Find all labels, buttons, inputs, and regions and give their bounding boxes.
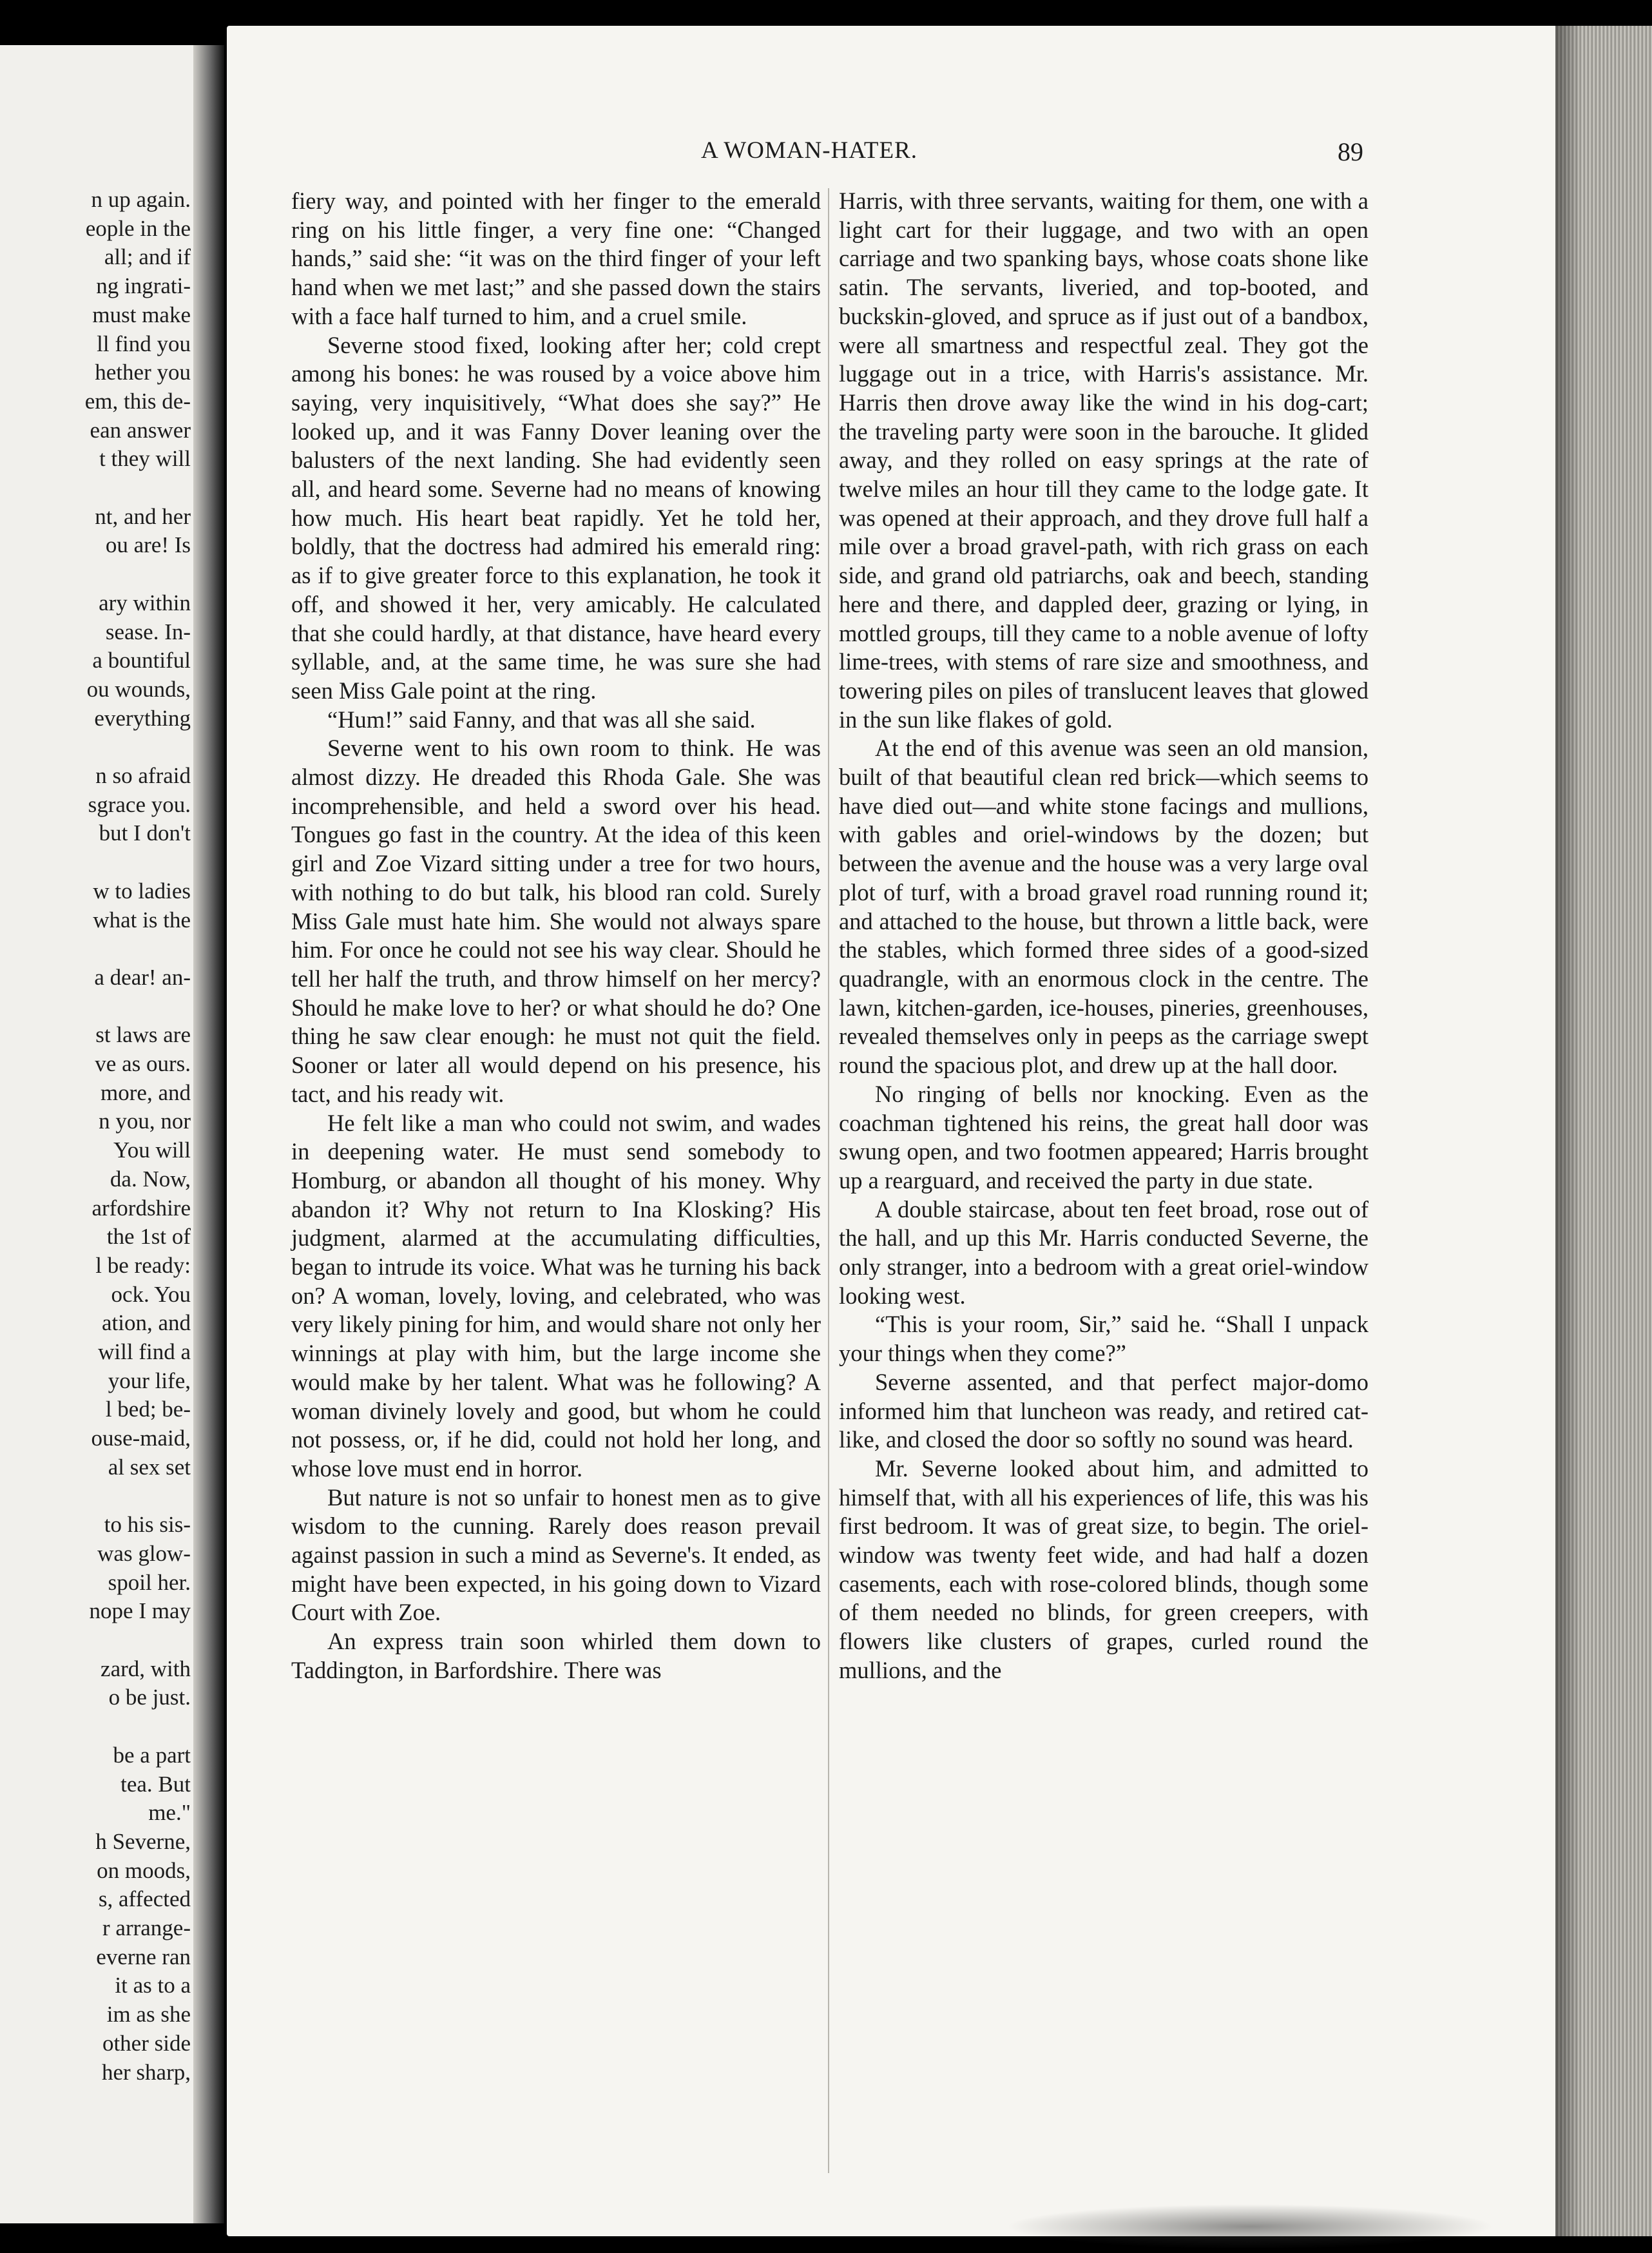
previous-page-line: other side [102,2030,191,2056]
paragraph: A double staircase, about ten feet broad, rose out of the hall, and up this Mr. Harris conducted Severne, the only stranger, into a bedroom with a great oriel-window looking west. [839,1195,1369,1309]
previous-page-line: on moods, [97,1857,191,1883]
previous-page-line: more, and [101,1079,191,1105]
previous-page-line: ation, and [101,1310,191,1336]
previous-page-line: me." [148,1800,191,1826]
book-gutter [193,45,224,2223]
previous-page-line: zard, with [101,1656,191,1681]
paragraph: fiery way, and pointed with her finger to the emerald ring on his little finger, a very fine one: “Changed hands,” said she: “it was on the third finger of your left hand when we met last;” and she passed down the stairs with a face half turned to him, and a cruel smile. [291,188,821,329]
previous-page-line: ean answer [90,417,191,443]
scan-smudge [1005,2204,1495,2249]
previous-page-line: it as to a [115,1973,191,1998]
text-column-right [839,187,1369,1685]
column-divider [828,188,829,2173]
previous-page-line: ouse-maid, [91,1426,191,1451]
previous-page-line: da. Now, [110,1166,191,1192]
previous-page-line [0,733,193,762]
previous-page-line: will find a [98,1339,191,1365]
previous-page-line: but I don't [99,820,191,846]
previous-page-line [0,1482,193,1511]
paragraph: “This is your room, Sir,” said he. “Shall I unpack your things when they come?” [839,1311,1369,1367]
previous-page-line: ng ingrati- [96,273,191,299]
previous-page-line: tea. But [120,1771,191,1797]
previous-page-line [0,1626,193,1655]
previous-page-line: l be ready: [95,1252,191,1278]
previous-page-line: eople in the [85,215,191,241]
paragraph: He felt like a man who could not swim, and wades in deepening water. He must send somebody to Homburg, or abandon all thought of his money. Why abandon it? Why not return to Ina Klosking? His judgment, alarmed at the accumulating difficulties, began to intrude its voice. What was he turning his back on? A woman, lovely, loving, and celebrated, who was very likely pining for him, and would share not only her winnings at play with him, but the large income she would make by her talent. What was he following? A woman divinely lovely and good, but whom he could not possess, or, if he did, could not hold her long, and whose love must end in horror. [291,1109,821,1482]
previous-page-line: ock. You [111,1281,191,1307]
page-number: 89 [1338,137,1363,166]
previous-page-line: em, this de- [84,388,191,414]
paragraph: Severne assented, and that perfect major-domo informed him that luncheon was ready, and retired cat-like, and closed the door so softly no sound was heard. [839,1368,1369,1453]
previous-page-line: all; and if [104,244,191,270]
running-title: A WOMAN-HATER. [701,137,918,164]
previous-page-line: n up again. [91,187,191,212]
previous-page-line: be a part [113,1742,191,1768]
previous-page-line: a bountiful [92,648,191,673]
previous-page-line: n you, nor [99,1108,191,1134]
paragraph: Severne went to his own room to think. He was almost dizzy. He dreaded this Rhoda Gale. She was incomprehensible, and held a sword over his head. Tongues go fast in the country. At the idea of this keen girl and Zoe Vizard sitting under a tree for two hours, with nothing to do but talk, his blood ran cold. Surely Miss Gale must hate him. She would not always spare him. For once he could not see his way clear. Should he tell her half the truth, and throw himself on her mercy? Should he make love to her? or what should he do? One thing he saw clear enough: he must not quit the field. Sooner or later all would depend on his presence, his tact, and his ready wit. [291,735,821,1107]
previous-page-line: ary within [99,590,191,615]
paragraph: But nature is not so unfair to honest men as to give wisdom to the cunning. Rarely does reason prevail against passion in such a mind as Severne's. It ended, as might have been expected, in his going down to Vizard Court with Zoe. [291,1484,821,1626]
paragraph: Severne stood fixed, looking after her; cold crept among his bones: he was roused by a voice above him saying, very inquisitively, “What does she say?” He looked up, and it was Fanny Dover leaning over the balusters of the next landing. She had evidently seen all, and heard some. Severne had no means of knowing how much. His heart beat rapidly. Yet he told her, boldly, that the doctress had admired his emerald ring: as if to give greater force to this explanation, he took it off, and showed it her, very amicably. He calculated that she could hardly, at that distance, have heard every syllable, and, at the same time, he was sure she had seen Miss Gale point at the ring. [291,331,821,704]
previous-page-line: a dear! an- [94,964,191,990]
previous-page-line: im as she [106,2002,191,2027]
previous-page-line: hether you [95,360,191,385]
previous-page-line: ll find you [97,331,191,356]
previous-page-line: everne ran [96,1944,191,1969]
paragraph: Harris, with three servants, waiting for them, one with a light cart for their luggage, and two with an open carriage and two spanking bays, whose coats shone like satin. The servants, liveried, and top-booted, and buckskin-gloved, and spruce as if just out of a bandbox, were all smartness and respectful zeal. They got the luggage out in a trice, with Harris's assistance. Mr. Harris then drove away like the wind in his dog-cart; the traveling party were soon in the barouche. It glided away, and they rolled on easy springs at the rate of twelve miles an hour till they came to the lodge gate. It was opened at their approach, and they drove full half a mile over a broad gravel-path, with rich grass on each side, and grand old patriarchs, oak and beech, standing here and there, and dappled deer, grazing or lying, in mottled groups, till they came to a noble avenue of lofty lime-trees, with stems of rare size and smoothness, and towering piles on piles of translucent leaves that glowed in the sun like flakes of gold. [839,188,1369,733]
paragraph: “Hum!” said Fanny, and that was all she said. [327,706,756,733]
previous-page-line [0,934,193,963]
previous-page-line: r arrange- [102,1915,191,1941]
previous-page-line [0,992,193,1021]
previous-page-line: ou wounds, [86,676,191,702]
previous-page-line: arfordshire [91,1195,191,1221]
previous-page-line: everything [94,705,191,731]
paragraph: At the end of this avenue was seen an old mansion, built of that beautiful clean red brick—which seems to have died out—and white stone facings and mullions, with gables and oriel-windows by the dozen; but between the avenue and the house was a very large oval plot of turf, with a broad gravel road running round it; and attached to the house, but thrown a little back, were the stables, which formed three sides of a good-sized quadrangle, with an enormous clock in the centre. The lawn, kitchen-garden, ice-houses, pineries, greenhouses, revealed themselves only in peeps as the carriage swept round the spacious plot, and drew up at the hall door. [839,735,1369,1079]
previous-page-fragment [0,45,193,2223]
previous-page-line: n so afraid [95,763,191,789]
previous-page-text [0,186,193,2087]
previous-page-line [0,1712,193,1741]
previous-page-line: was glow- [97,1540,191,1566]
paragraph: No ringing of bells nor knocking. Even as the coachman tightened his reins, the great hall door was swung open, and two footmen appeared; Harris brought up a rearguard, and received the party in due state. [839,1080,1369,1194]
previous-page-line: spoil her. [108,1569,191,1595]
previous-page-line: t they will [99,446,191,472]
previous-page-line: nope I may [89,1598,191,1624]
previous-page-line: s, affected [98,1886,191,1912]
previous-page-line: o be just. [108,1685,191,1710]
previous-page-line [0,560,193,589]
paragraph: An express train soon whirled them down to Taddington, in Barfordshire. There was [291,1628,821,1683]
previous-page-line: st laws are [95,1022,191,1048]
previous-page-line: h Severne, [95,1828,191,1854]
previous-page-line: sgrace you. [88,791,191,817]
previous-page-line: You will [113,1137,191,1163]
previous-page-line: l bed; be- [105,1397,191,1422]
text-column-left [291,187,821,1685]
previous-page-line: must make [92,302,191,327]
previous-page-line [0,848,193,877]
previous-page-line: to his sis- [104,1512,191,1538]
previous-page-line: your life, [108,1368,191,1393]
previous-page-line [0,474,193,503]
previous-page-line: sease. In- [105,619,191,644]
previous-page-line: w to ladies [93,878,191,904]
previous-page-line: the 1st of [106,1224,191,1250]
previous-page-line: ou are! Is [105,532,191,558]
previous-page-line: her sharp, [101,2059,191,2085]
previous-page-line: what is the [93,907,191,933]
paragraph: Mr. Severne looked about him, and admitted to himself that, with all his experiences of life, this was his first bedroom. It was of great size, to begin. The oriel-window was twenty feet wide, and had half a dozen casements, each with rose-colored blinds, though some of them needed no blinds, for green creepers, with flowers like clusters of grapes, curled round the mullions, and the [839,1455,1369,1683]
previous-page-line: al sex set [108,1454,191,1480]
previous-page-line: nt, and her [95,503,191,529]
page-edge-shadow [1555,26,1581,2236]
previous-page-line: ve as ours. [95,1051,191,1076]
